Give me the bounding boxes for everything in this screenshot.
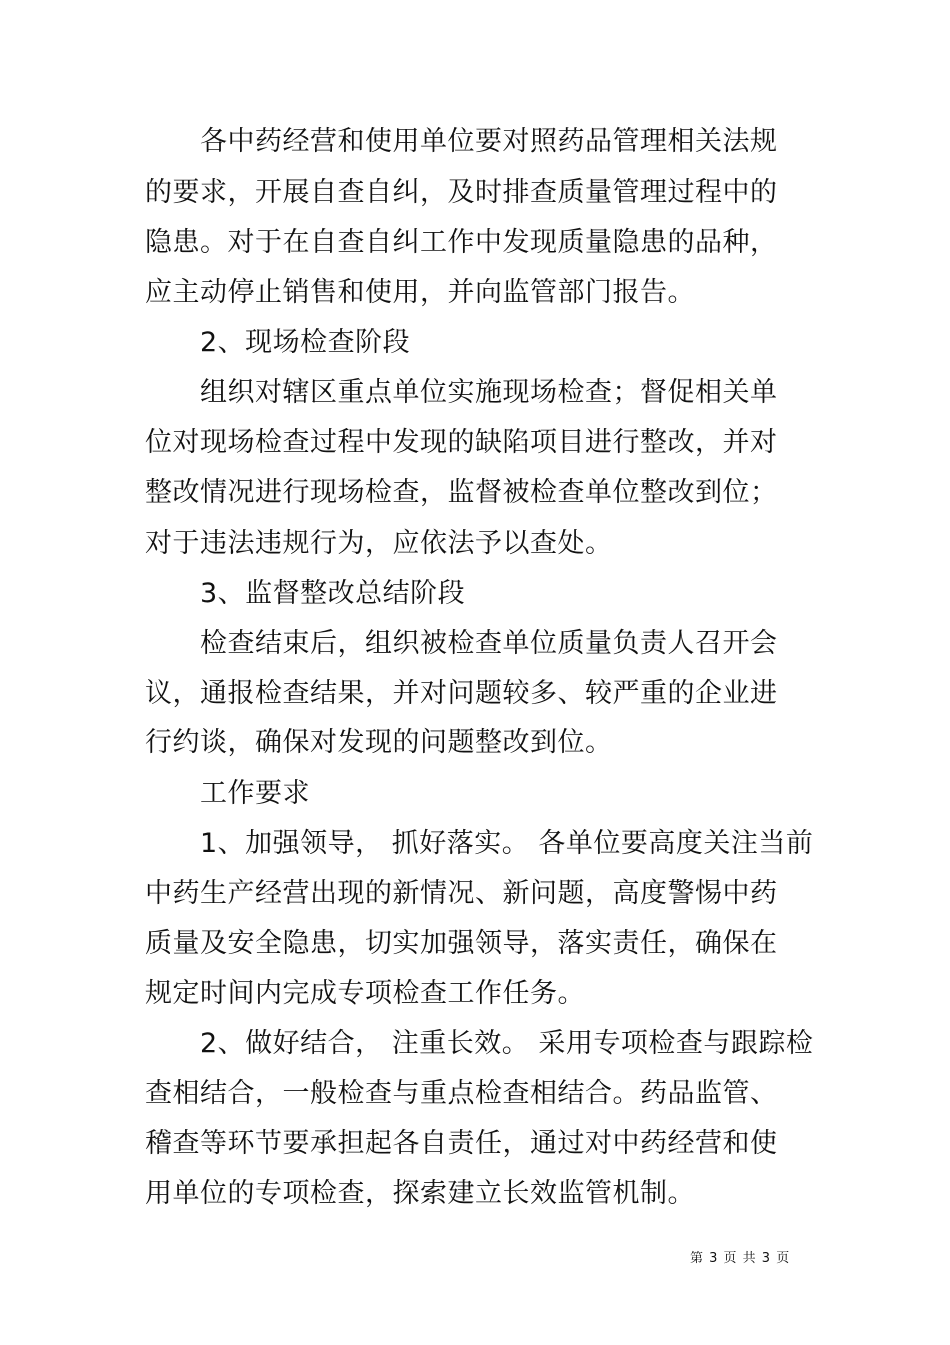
text-line: 规定时间内完成专项检查工作任务。 [145,978,585,1009]
page-number-footer: 第 3 页 共 3 页 [690,1251,791,1266]
text-line: 查相结合，一般检查与重点检查相结合。药品监管、 [145,1078,778,1109]
text-line: 行约谈，确保对发现的问题整改到位。 [145,727,613,758]
text-line: 1、加强领导， 抓好落实。 各单位要高度关注当前 [200,828,814,859]
section-heading: 2、现场检查阶段 [200,327,411,358]
text-line: 位对现场检查过程中发现的缺陷项目进行整改，并对 [145,427,778,458]
text-line: 用单位的专项检查，探索建立长效监管机制。 [145,1178,695,1209]
section-heading: 工作要求 [200,778,310,809]
text-line: 稽查等环节要承担起各自责任，通过对中药经营和使 [145,1128,778,1159]
text-line: 隐患。对于在自查自纠工作中发现质量隐患的品种， [145,227,778,258]
text-line: 议，通报检查结果，并对问题较多、较严重的企业进 [145,678,778,709]
text-line: 各中药经营和使用单位要对照药品管理相关法规 [200,126,778,157]
text-line: 质量及安全隐患，切实加强领导，落实责任，确保在 [145,928,778,959]
text-line: 应主动停止销售和使用，并向监管部门报告。 [145,277,695,308]
text-line: 2、做好结合， 注重长效。 采用专项检查与跟踪检 [200,1028,814,1059]
section-heading: 3、监督整改总结阶段 [200,578,466,609]
text-line: 组织对辖区重点单位实施现场检查；督促相关单 [200,377,778,408]
text-line: 中药生产经营出现的新情况、新问题，高度警惕中药 [145,878,778,909]
text-line: 的要求，开展自查自纠，及时排查质量管理过程中的 [145,177,778,208]
text-line: 对于违法违规行为，应依法予以查处。 [145,528,613,559]
text-line: 整改情况进行现场检查，监督被检查单位整改到位； [145,477,778,508]
text-line: 检查结束后，组织被检查单位质量负责人召开会 [200,628,778,659]
